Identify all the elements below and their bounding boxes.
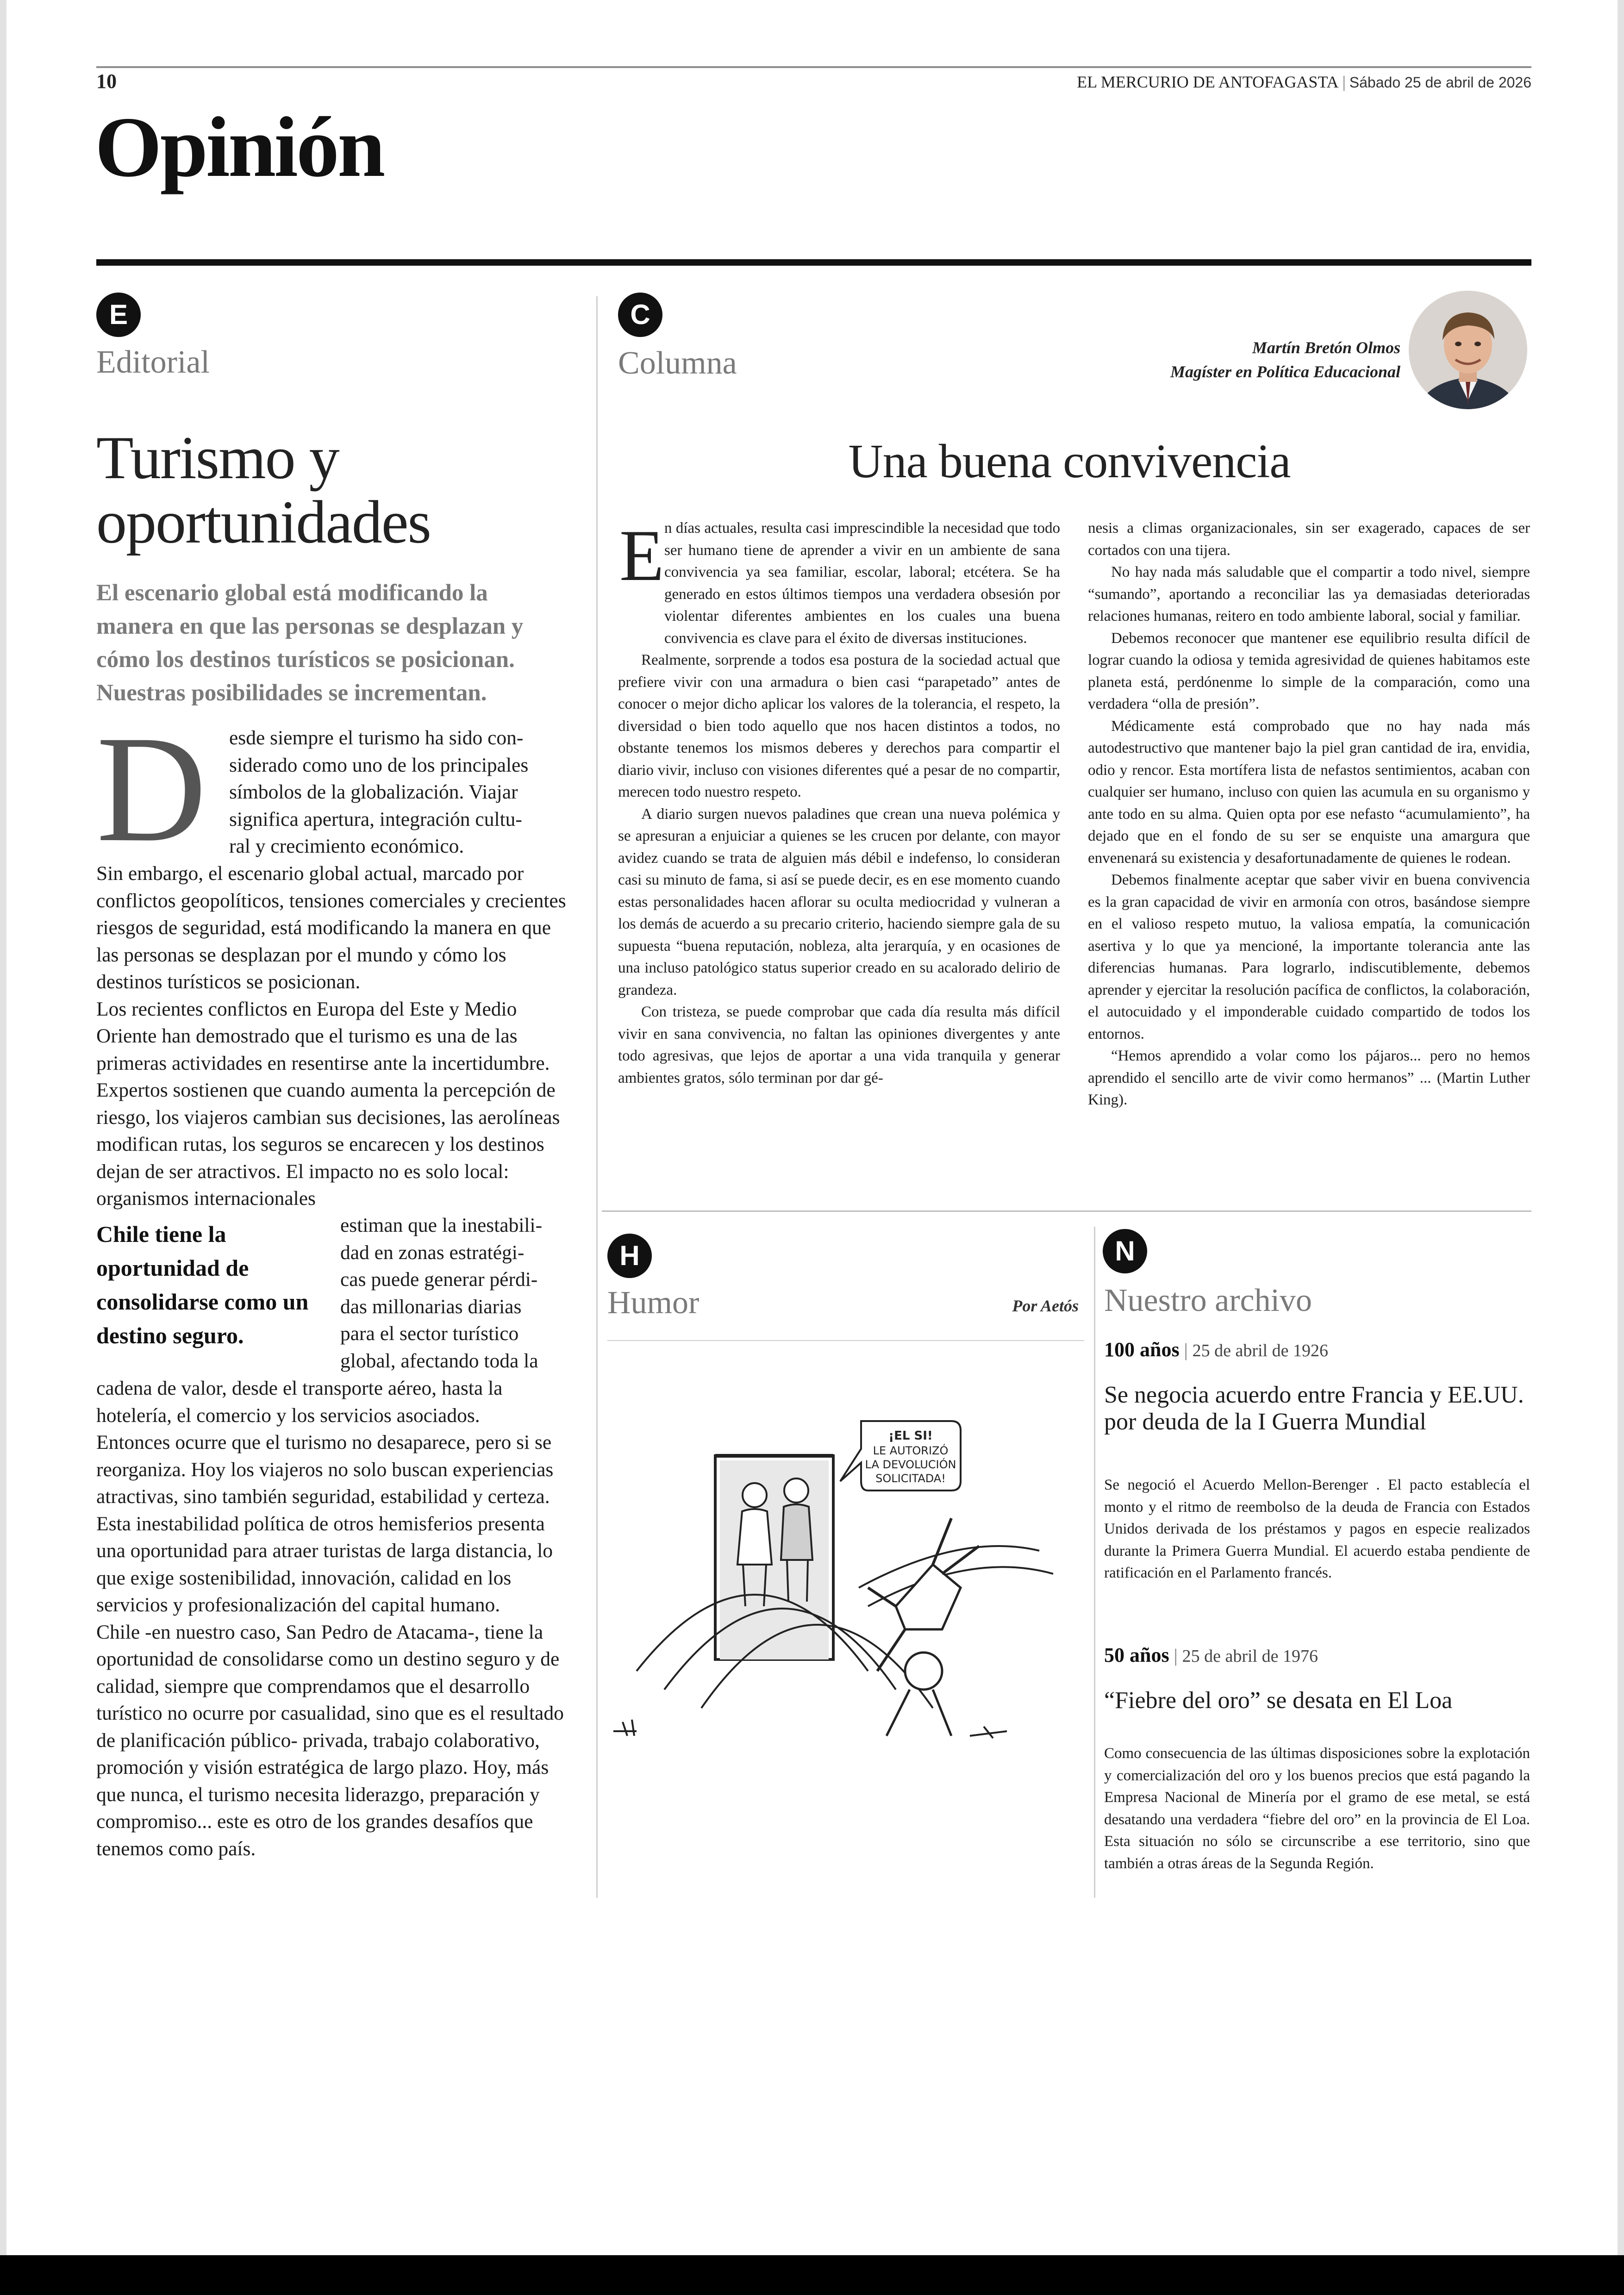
- column-kicker: Columna: [618, 345, 737, 381]
- archive-item-body: Como consecuencia de las últimas disposiciones sobre la explotación y comercialización del oro y los buenos precios que está pagando la Empresa Nacional de Minería por el gramo de ese metal, se está desatando una verdadera “fiebre del oro” en la provincia de El Loa. Esta situación no sólo se circunscribe a ese territorio, sino que también a otras áreas de la Segunda Región.: [1104, 1745, 1530, 1872]
- editorial-title-line-2: oportunidades: [96, 487, 431, 556]
- viewer-bottom-bar: [0, 2255, 1624, 2295]
- column-title: Una buena convivencia: [848, 435, 1291, 488]
- intro-line: símbolos de la globalización. Viajar: [229, 781, 518, 803]
- wrap-line: cas puede generar pérdi-: [340, 1268, 538, 1291]
- editorial-body-top: [96, 860, 566, 1212]
- editorial-deck: El escenario global está modificando la manera en que las personas se desplazan y cómo los destinos turísticos se posicionan. Nuestras posibilidades se incrementan.: [96, 580, 524, 706]
- column-divider-2: [1094, 1227, 1095, 1898]
- page-edge-left: [0, 0, 6, 2295]
- archive-item-title: “Fiebre del oro” se desata en El Loa: [1104, 1687, 1453, 1714]
- editorial-paragraph: cadena de valor, desde el transporte aéreo, hasta la hotelería, el comercio y los servicios asociados.: [96, 1377, 503, 1427]
- editorial-pull-quote: Chile tiene la oportunidad de consolidarse como un destino seguro.: [96, 1221, 309, 1348]
- editorial-wrap-text: [340, 1212, 572, 1374]
- humor-kicker: Humor: [607, 1285, 700, 1321]
- page-number: 10: [96, 70, 117, 93]
- section-divider: [602, 1210, 1531, 1212]
- column-text-left: [618, 515, 1060, 1089]
- author-portrait: [1407, 289, 1529, 411]
- editorial-kicker: Editorial: [96, 344, 210, 380]
- archive-date: 25 de abril de 1976: [1182, 1646, 1318, 1666]
- humor-byline: Por Aetós: [1012, 1297, 1079, 1315]
- column-text-right: [1088, 518, 1530, 1111]
- humor-rule: [607, 1340, 1084, 1341]
- wrap-line: para el sector turístico: [340, 1322, 519, 1345]
- archive-years: 50 años: [1104, 1644, 1169, 1666]
- speech-line: LE AUTORIZÓ: [873, 1444, 949, 1457]
- section-rule: [96, 259, 1531, 266]
- archive-date: 25 de abril de 1926: [1192, 1341, 1328, 1360]
- archive-years: 100 años: [1104, 1338, 1180, 1361]
- wrap-line: estiman que la inestabili-: [340, 1214, 543, 1236]
- section-title: Opinión: [95, 100, 384, 195]
- header-separator: |: [1342, 73, 1346, 91]
- speech-line: SOLICITADA!: [875, 1472, 946, 1485]
- column-paragraph: No hay nada más saludable que el compartir a todo nivel, siempre “sumando”, aportando a reconciliar las ya demasiadas deterioradas relaciones humanas, reitero en todo ambiente laboral, social y familiar.: [1088, 564, 1530, 624]
- column-divider-1: [596, 296, 598, 1898]
- intro-line: significa apertura, integración cultu-: [229, 808, 522, 830]
- intro-line: siderado como uno de los principales: [229, 754, 529, 776]
- editorial-title-line-1: Turismo y: [96, 424, 339, 492]
- column-paragraph: Realmente, sorprende a todos esa postura de la sociedad actual que prefiere vivir con una armadura o bien casi “parapetado” antes de conocer o mejor dicho aplicar los valores de la tolerancia, el respeto, la diversidad o bien todo aquello que nos hacen distintos a todos, no obstante tenemos los mismos deberes y derechos para compartir el diario vivir, incluso con visiones diferentes qué a pesar de no compartir, merecen todo nuestro respeto.: [618, 652, 1060, 800]
- newspaper-name: EL MERCURIO DE ANTOFAGASTA: [1077, 73, 1339, 91]
- editorial-badge: E: [96, 293, 141, 337]
- column-paragraph: Médicamente está comprobado que no hay nada más autodestructivo que mantener bajo la piel gran cantidad de ira, envidia, odio y rencor. Esta mortífera lista de nefastos sentimientos, acaban con cualquier ser humano, incluso con quien las acumula en su organismo y ante todo en su alma. Quien opta por ese nefasto “acumulamiento”, ha dejado que en el fondo de su ser se enquiste una amargura que envenenará su existencia y desafortunadamente de quienes le rodean.: [1088, 717, 1530, 867]
- column-drop-cap: E: [619, 515, 664, 596]
- archive-item-title: Se negocia acuerdo entre Francia y EE.UU. por deuda de la I Guerra Mundial: [1104, 1382, 1524, 1435]
- column-paragraph: Debemos finalmente aceptar que saber vivir en buena convivencia es la gran capacidad de vivir en armonía con otros, basándose siempre en el valioso respeto mutuo, la valiosa empatía, la comunicación asertiva y lo que ya mencioné, la importante tolerancia ante las diferencias humanas. Para lograrlo, indiscutiblemente, debemos aprender y ejercitar la resolución pacífica de conflictos, la colaboración, el autocuidado y el imponderable cuidado compartido de todos los entornos.: [1088, 872, 1530, 1042]
- header-rule: [96, 66, 1531, 68]
- wrap-line: dad en zonas estratégi-: [340, 1241, 525, 1264]
- wrap-line: global, afectando toda la: [340, 1349, 538, 1372]
- author-role: Magíster en Política Educacional: [1170, 362, 1400, 381]
- humor-cartoon: [609, 1412, 1081, 1768]
- column-paragraph: A diario surgen nuevos paladines que crean una nueva polémica y se apresuran a enjuiciar a quienes se les crucen por delante, con mayor avidez cuando se trata de alguien más débil e indefenso, lo consideran casi su minuto de fama, si así se puede decir, es en ese momento cuando estas personalidades hacen aflorar su oculta mediocridad y vulneran a los demás de acuerdo a su precario criterio, haciendo siempre gala de su supuesta “buena reputación, nobleza, alta jerarquía, y en ocasiones de una incluso patológico status superior creado en su acalorado delirio de grandeza.: [618, 805, 1060, 998]
- column-paragraph: nesis a climas organizacionales, sin ser exagerado, capaces de ser cortados con una tijera.: [1088, 520, 1530, 559]
- intro-line: esde siempre el turismo ha sido con-: [229, 727, 524, 749]
- column-paragraph: Con tristeza, se puede comprobar que cada día resulta más difícil vivir en sana convivencia, no faltan las opiniones divergentes y ante todo agresivas, que lejos de aportar a una vida tranquila y generar ambientes gratos, sólo terminan por dar gé-: [618, 1004, 1060, 1086]
- intro-line: ral y crecimiento económico.: [229, 835, 464, 857]
- wrap-line: das millonarias diarias: [340, 1295, 522, 1318]
- page-edge-right: [1618, 0, 1624, 2295]
- issue-date: Sábado 25 de abril de 2026: [1349, 74, 1531, 91]
- author-name: Martín Bretón Olmos: [1252, 338, 1400, 357]
- column-paragraph: Debemos reconocer que mantener ese equilibrio resulta difícil de lograr cuando la odiosa y temida agresividad de quienes habitamos este planeta está, perdónenme lo simple de la comparación, como una verdadera “olla de presión”.: [1088, 630, 1530, 712]
- editorial-title: [96, 426, 582, 554]
- newspaper-masthead: [1018, 72, 1531, 92]
- editorial-paragraph: Los recientes conflictos en Europa del Este y Medio Oriente han demostrado que el turismo es una de las primeras actividades en resentirse ante la incertidumbre. Expertos sostienen que cuando aumenta la percepción de riesgo, los viajeros cambian sus decisiones, las aerolíneas modifican rutas, los seguros se encarecen y los destinos dejan de ser atractivos. El impacto no es solo local: organismos internacionales: [96, 998, 560, 1210]
- archive-kicker: Nuestro archivo: [1104, 1283, 1312, 1318]
- archive-item-header: 100 años | 25 de abril de 1926: [1104, 1338, 1328, 1361]
- editorial-paragraph: Sin embargo, el escenario global actual, marcado por conflictos geopolíticos, tensiones comerciales y crecientes riesgos de seguridad, está modificando la manera en que las personas se desplazan por el mundo y cómo los destinos turísticos se posicionan.: [96, 862, 566, 993]
- editorial-body-bottom: [96, 1375, 566, 1862]
- editorial-paragraph: Entonces ocurre que el turismo no desaparece, pero si se reorganiza. Hoy los viajeros no solo buscan experiencias atractivas, sino también seguridad, estabilidad y certeza. Esta inestabilidad política de otros hemisferios presenta una oportunidad para atraer turistas de larga distancia, lo que exige sostenibilidad, innovación, calidad en los servicios y profesionalización del capital humano.: [96, 1431, 554, 1616]
- column-paragraph: “Hemos aprendido a volar como los pájaros... pero no hemos aprendido el sencillo arte de vivir como hermanos” ... (Martin Luther King).: [1088, 1048, 1530, 1108]
- editorial-drop-cap: D: [96, 705, 207, 873]
- archive-item-body: Se negoció el Acuerdo Mellon-Berenger . El pacto establecía el monto y el ritmo de reembolso de la deuda de Francia con Estados Unidos derivada de los préstamos y pagos en especie realizados durante la Primera Guerra Mundial. El acuerdo estaba pendiente de ratificación en el Parlamento francés.: [1104, 1477, 1530, 1581]
- humor-badge: H: [607, 1234, 652, 1278]
- archive-badge: N: [1103, 1229, 1147, 1273]
- archive-item-header: 50 años | 25 de abril de 1976: [1104, 1644, 1318, 1666]
- editorial-paragraph: Chile -en nuestro caso, San Pedro de Atacama-, tiene la oportunidad de consolidarse como un destino seguro y de calidad, siempre que comprendamos que el desarrollo turístico no ocurre por casualidad, sino que es el resultado de planificación público- privada, trabajo colaborativo, promoción y visión estratégica de largo plazo. Hoy, más que nunca, el turismo necesita liderazgo, preparación y compromiso... este es otro de los grandes desafíos que tenemos como país.: [96, 1621, 564, 1860]
- column-author: [1065, 336, 1400, 384]
- speech-line: LA DEVOLUCIÓN: [865, 1458, 956, 1471]
- column-paragraph: n días actuales, resulta casi imprescindible la necesidad que todo ser humano tiene de aprender a vivir en un ambiente de sana convivencia ya sea familiar, escolar, laboral; etcétera. Se ha generado en estos últimos tiempos una verdadera obsesión por violentar diferentes ambientes en los cuales una buena convivencia es clave para el éxito de diversas instituciones.: [664, 520, 1060, 647]
- column-badge: C: [618, 293, 662, 337]
- editorial-intro: [229, 724, 567, 860]
- speech-line: ¡EL SI!: [888, 1429, 933, 1443]
